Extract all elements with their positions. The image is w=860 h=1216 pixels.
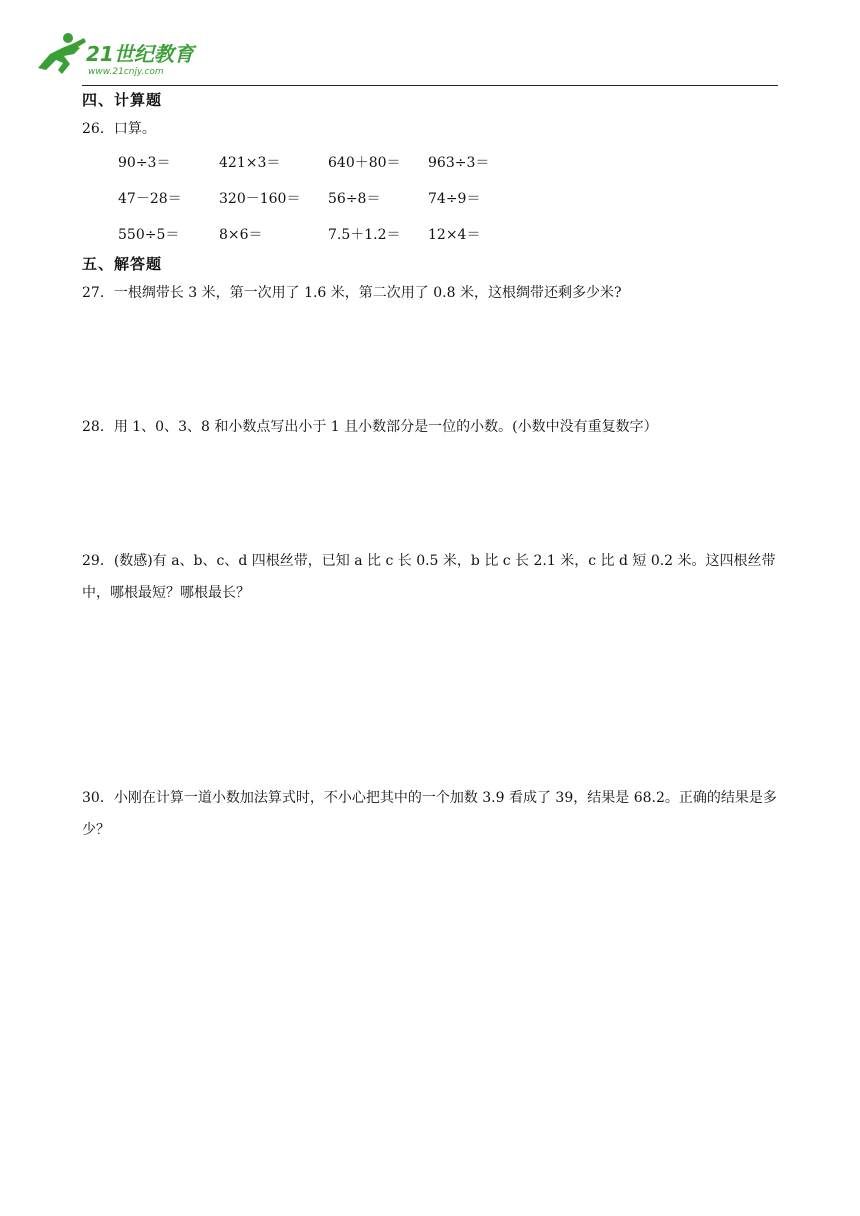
runner-icon (28, 30, 198, 80)
calc-item: 7.5＋1.2＝ (328, 227, 401, 243)
section-title-calc: 四、计算题 (82, 91, 163, 109)
question-26-label: 26．口算。 (82, 121, 156, 137)
calc-item: 640＋80＝ (328, 155, 401, 171)
logo-main-text: 21世纪教育 (86, 42, 194, 66)
calc-item: 8×6＝ (219, 227, 263, 243)
calc-item: 963÷3＝ (428, 155, 490, 171)
calc-item: 550÷5＝ (118, 227, 180, 243)
calc-item: 12×4＝ (428, 227, 481, 243)
section-title-answer: 五、解答题 (82, 255, 163, 273)
calc-item: 47－28＝ (118, 191, 182, 207)
site-logo (28, 30, 198, 80)
question-28: 28．用 1、0、3、8 和小数点写出小于 1 且小数部分是一位的小数。(小数中没有重复数字） (82, 419, 658, 435)
logo-sub-text: www.21cnjy.com (88, 67, 164, 77)
header-divider (82, 85, 778, 86)
question-29: 29．(数感)有 a、b、c、d 四根丝带，已知 a 比 c 长 0.5 米，b 比 c 长 2.1 米，c 比 d 短 0.2 米。这四根丝带中，哪根最短？哪根最长？ (82, 553, 776, 601)
calc-item: 320－160＝ (219, 191, 301, 207)
question-30: 30．小刚在计算一道小数加法算式时，不小心把其中的一个加数 3.9 看成了 39，结果是 68.2。正确的结果是多少？ (82, 790, 777, 838)
calc-item: 90÷3＝ (118, 155, 171, 171)
calc-item: 74÷9＝ (428, 191, 481, 207)
calc-item: 421×3＝ (219, 155, 281, 171)
question-27: 27．一根绸带长 3 米，第一次用了 1.6 米，第二次用了 0.8 米，这根绸带还剩多少米? (82, 285, 622, 301)
calc-item: 56÷8＝ (328, 191, 381, 207)
